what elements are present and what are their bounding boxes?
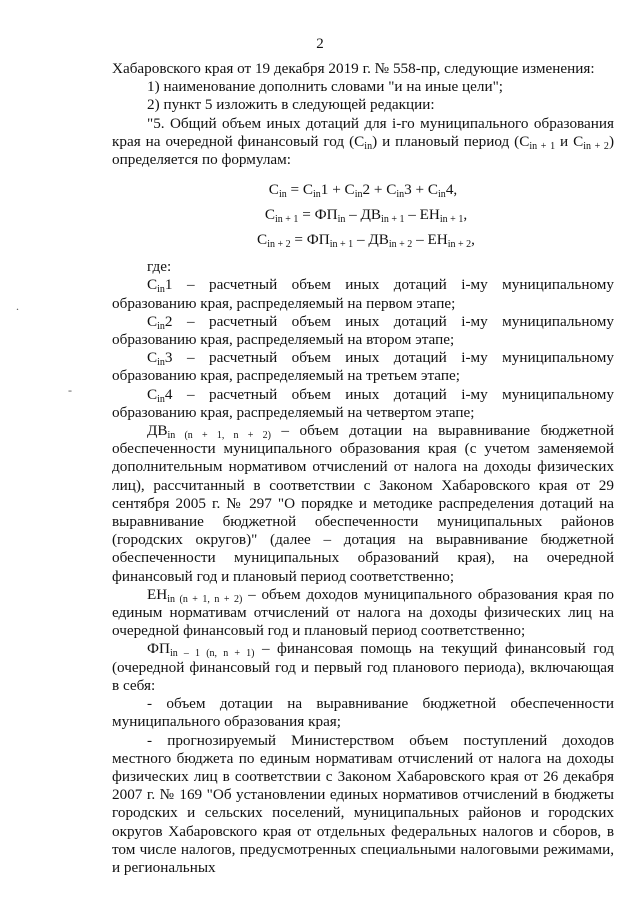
label-where: где: bbox=[147, 258, 172, 276]
formula-cin-plus-1: $C_{in + 1} = ФП_{in} - ДВ_{in + 1} - ЕН_{in + 1}$, bbox=[264, 206, 468, 226]
paragraph-point-5: "5. Общий объем иных дотаций для i-го муниципального образования края на очередной финансовый год $(C_{in})$ и плановый период ($C_{in + 1}$ и $C_{in + 2}$) определяется по формулам: bbox=[112, 114, 614, 169]
scan-mark: - bbox=[68, 383, 72, 397]
definition-cin2: $C_{in}2$ – расчетный объем иных дотаций i-му муниципальному образованию края, распределяемый на втором этапе; bbox=[112, 312, 614, 349]
definition-dv: $ДВ_{in (n + 1, n + 2)}$ – объем дотации на выравнивание бюджетной обеспеченности муниципального образования края (с учетом заменяемой дополнительным нормативом отчислений от налога на доходы физических лиц), рассчитанный в соответствии с Законом Хабаровского края от 29 сентября 2005 г. № 297 "О порядке и методике распределения дотаций на выравнивание бюджетной обеспеченности муниципальных районов (городских округов)" (далее – дотация на выравнивание бюджетной обеспеченности муниципальных образований края), на очередной финансовый год и плановый период соответственно; bbox=[112, 422, 614, 585]
formula-cin-plus-2: $C_{in + 2} = ФП_{in + 1} - ДВ_{in + 2} - ЕН_{in + 2}$, bbox=[257, 231, 475, 251]
definition-cin4: $C_{in}4$ – расчетный объем иных дотаций i-му муниципальному образованию края, распределяемый на четвертом этапе; bbox=[112, 385, 614, 421]
paragraph-item-1: 1) наименование дополнить словами "и на иные цели"; bbox=[147, 78, 504, 96]
paragraph-item-2: 2) пункт 5 изложить в следующей редакции: bbox=[147, 96, 435, 114]
page-number: 2 bbox=[316, 36, 324, 52]
formula-cin: $C_{in} = C_{in}1 + C_{in}2 + C_{in}3 + C_{in}4$, bbox=[268, 181, 458, 201]
bullet-dotation: - объем дотации на выравнивание бюджетной обеспеченности муниципального образования края; bbox=[112, 695, 614, 731]
scan-dot: . bbox=[16, 299, 19, 313]
bullet-forecast: - прогнозируемый Министерством объем поступлений доходов местного бюджета по единым нормативам отчислений от налога на доходы физических лиц в соответствии с Законом Хабаровского края от 26 декабря 2007 г. № 169 "Об установлении единых нормативов отчислений в бюджеты городских и сельских поселений, муниципальных районов и городских округов Хабаровского края от отдельных федеральных налогов и сборов, в том числе налогов, предусмотренных специальными налоговыми режимами, и региональных bbox=[112, 731, 614, 876]
definition-cin3: $C_{in}3$ – расчетный объем иных дотаций i-му муниципальному образованию края, распределяемый на третьем этапе; bbox=[112, 349, 614, 385]
definition-cin1: $C_{in}1$ – расчетный объем иных дотаций i-му муниципальному образованию края, распределяемый на первом этапе; bbox=[112, 276, 614, 312]
paragraph-intro: Хабаровского края от 19 декабря 2019 г. № 558-пр, следующие изменения: bbox=[112, 60, 595, 77]
definition-fp: $ФП_{in - 1 (n, n + 1)}$ – финансовая помощь на текущий финансовый год (очередной финансовый год и первый год планового периода), включающая в себя: bbox=[112, 640, 614, 694]
document-body bbox=[112, 60, 614, 877]
formula-block bbox=[112, 177, 614, 252]
definition-en: $ЕН_{in (n + 1, n + 2)}$ – объем доходов муниципального образования края по единым нормативам отчислений от налога на доходы физических лиц на очередной финансовый год и плановый период соответственно; bbox=[112, 585, 614, 640]
